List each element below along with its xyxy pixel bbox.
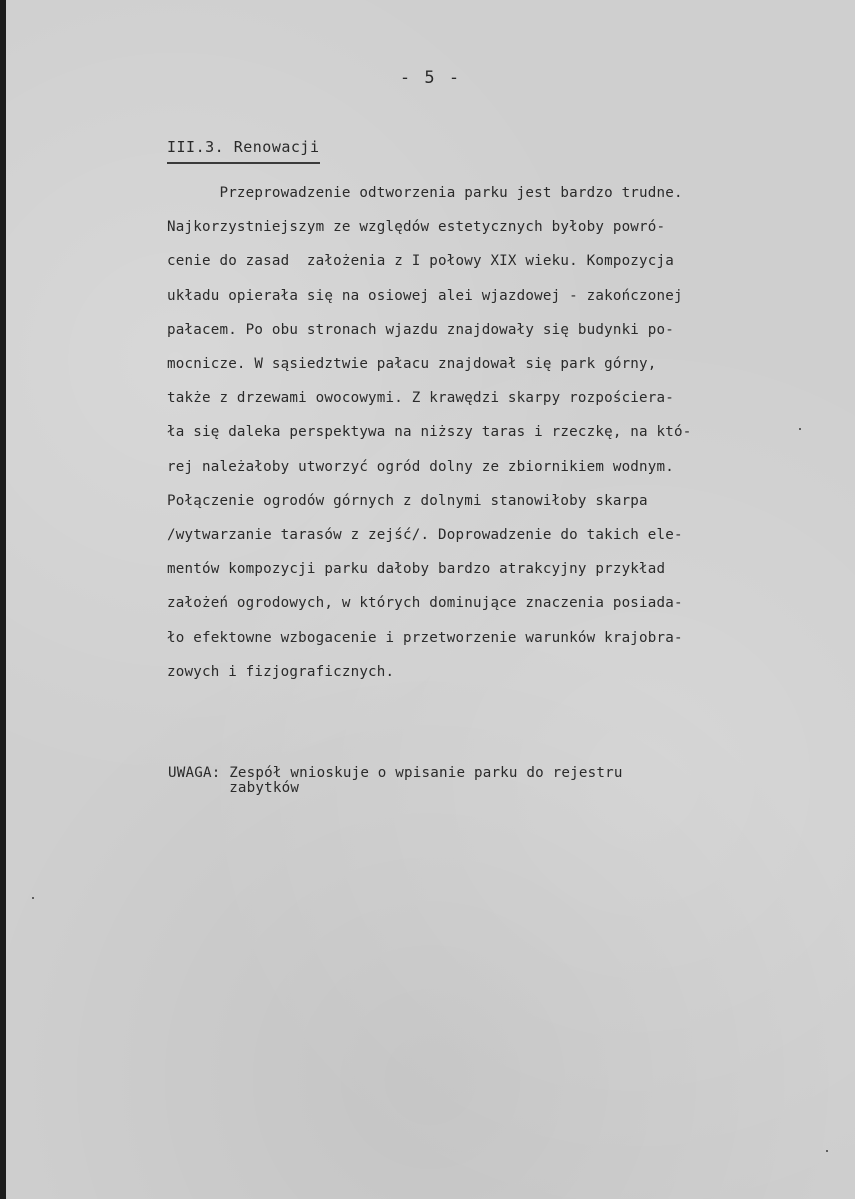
- body-line: rej należałoby utworzyć ogród dolny ze zbiornikiem wodnym.: [167, 458, 675, 475]
- body-line: ła się daleka perspektywa na niższy taras i rzeczkę, na któ-: [167, 424, 692, 441]
- paper-speck: [32, 897, 34, 899]
- body-paragraph: [167, 176, 797, 689]
- body-line: także z drzewami owocowymi. Z krawędzi skarpy rozpościera-: [167, 390, 675, 407]
- note-block: [168, 766, 623, 796]
- body-line: cenie do zasad założenia z I połowy XIX wieku. Kompozycja: [167, 253, 675, 270]
- section-heading: III.3. Renowacji: [167, 138, 320, 164]
- body-line: /wytwarzanie tarasów z zejść/. Doprowadzenie do takich ele-: [167, 527, 683, 544]
- body-line: mentów kompozycji parku dałoby bardzo atrakcyjny przykład: [167, 561, 666, 578]
- body-line: Połączenie ogrodów górnych z dolnymi stanowiłoby skarpa: [167, 492, 648, 509]
- body-line: układu opierała się na osiowej alei wjazdowej - zakończonej: [167, 287, 683, 304]
- document-page: [6, 0, 855, 1199]
- body-line: mocnicze. W sąsiedztwie pałacu znajdował się park górny,: [167, 356, 657, 373]
- note-line: zabytków: [168, 780, 300, 796]
- body-line: ło efektowne wzbogacenie i przetworzenie warunków krajobra-: [167, 629, 683, 646]
- body-line: Przeprowadzenie odtworzenia parku jest bardzo trudne.: [167, 185, 683, 201]
- body-line: Najkorzystniejszym ze względów estetycznych byłoby powró-: [167, 219, 666, 236]
- page-number: - 5 -: [399, 68, 462, 88]
- body-line: zowych i fizjograficznych.: [167, 663, 395, 680]
- paper-speck: [826, 1150, 828, 1152]
- note-line: UWAGA: Zespół wnioskuje o wpisanie parku do rejestru: [168, 765, 623, 781]
- body-line: założeń ogrodowych, w których dominujące znaczenia posiada-: [167, 595, 683, 612]
- paper-speck: [799, 428, 801, 430]
- body-line: pałacem. Po obu stronach wjazdu znajdowały się budynki po-: [167, 321, 675, 338]
